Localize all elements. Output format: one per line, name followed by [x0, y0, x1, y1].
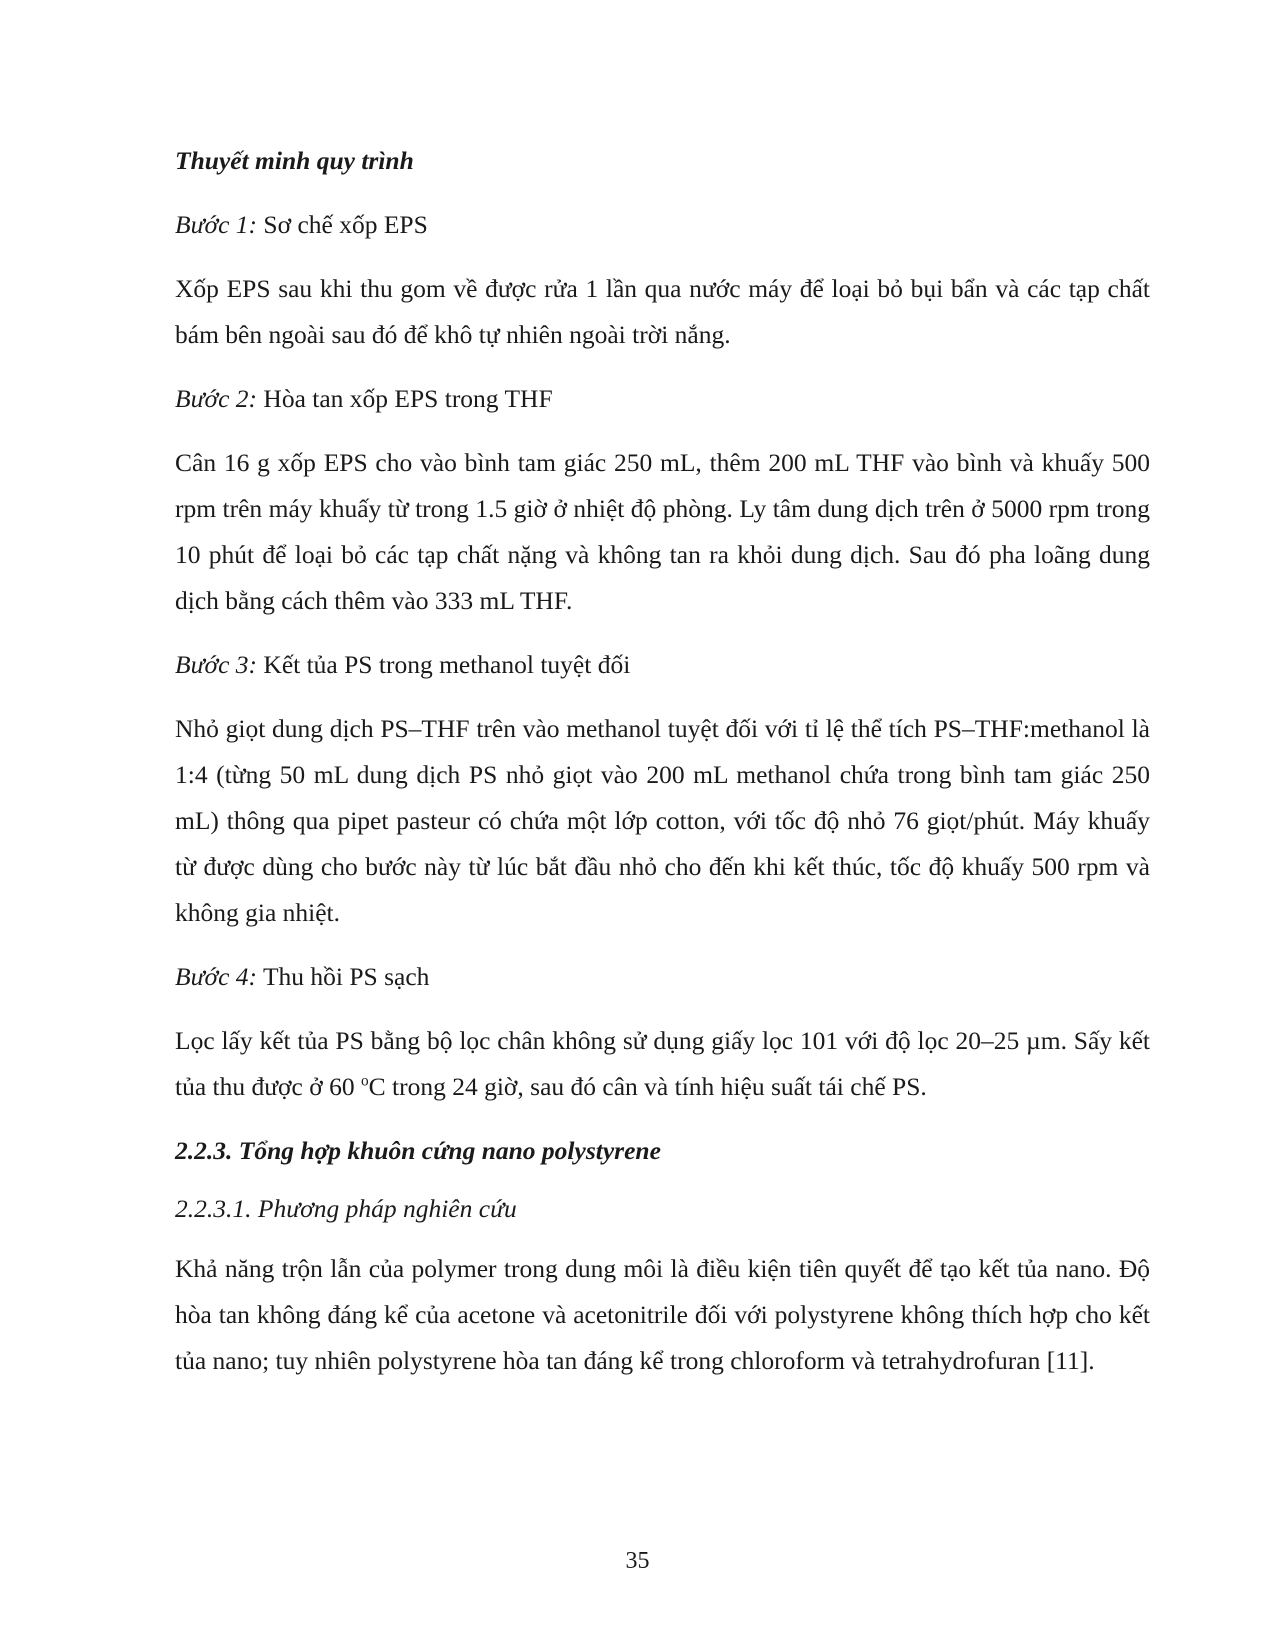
- step-4-body: [175, 1018, 1150, 1110]
- section-title: 2.2.3. Tổng hợp khuôn cứng nano polystyrene: [175, 1136, 661, 1165]
- page-number: 35: [625, 1548, 650, 1574]
- step-2-title: [175, 376, 1150, 422]
- step-4-body-before: Lọc lấy kết tủa PS bằng bộ lọc chân không sử dụng giấy lọc 101 với độ lọc 20–25 µm. Sấy kết tủa thu được ở 60: [175, 1026, 1150, 1101]
- degree-sup: o: [360, 1072, 369, 1090]
- document-page: [175, 138, 1150, 1384]
- step-1-title-text: Sơ chế xốp EPS: [257, 210, 428, 239]
- step-3-title: [175, 642, 1150, 688]
- subsection-title: 2.2.3.1. Phương pháp nghiên cứu: [175, 1194, 517, 1223]
- step-3-label: Bước 3:: [175, 650, 258, 679]
- step-3-title-text: Kết tủa PS trong methanol tuyệt đối: [257, 650, 631, 679]
- step-1-title: [175, 202, 1150, 248]
- step-2-body: Cân 16 g xốp EPS cho vào bình tam giác 250 mL, thêm 200 mL THF vào bình và khuấy 500 rpm trên máy khuấy từ trong 1.5 giờ ở nhiệt độ phòng. Ly tâm dung dịch trên ở 5000 rpm trong 10 phút để loại bỏ các tạp chất nặng và không tan ra khỏi dung dịch. Sau đó pha loãng dung dịch bằng cách thêm vào 333 mL THF.: [175, 448, 1150, 615]
- step-4-title: [175, 954, 1150, 1000]
- section-body: Khả năng trộn lẫn của polymer trong dung môi là điều kiện tiên quyết để tạo kết tủa nano. Độ hòa tan không đáng kể của acetone và acetonitrile đối với polystyrene không thích hợp cho kết tủa nano; tuy nhiên polystyrene hòa tan đáng kể trong chloroform và tetrahydrofuran [11].: [175, 1254, 1150, 1375]
- step-2-title-text: Hòa tan xốp EPS trong THF: [257, 384, 553, 413]
- process-description-heading: Thuyết minh quy trình: [175, 146, 414, 175]
- step-3-body: Nhỏ giọt dung dịch PS–THF trên vào methanol tuyệt đối với tỉ lệ thể tích PS–THF:methanol là 1:4 (từng 50 mL dung dịch PS nhỏ giọt vào 200 mL methanol chứa trong bình tam giác 250 mL) thông qua pipet pasteur có chứa một lớp cotton, với tốc độ nhỏ 76 giọt/phút. Máy khuấy từ được dùng cho bước này từ lúc bắt đầu nhỏ cho đến khi kết thúc, tốc độ khuấy 500 rpm và không gia nhiệt.: [175, 714, 1150, 927]
- step-4-label: Bước 4:: [175, 962, 258, 991]
- step-2-label: Bước 2:: [175, 384, 258, 413]
- step-4-body-after: C trong 24 giờ, sau đó cân và tính hiệu suất tái chế PS.: [368, 1072, 927, 1101]
- step-1-label: Bước 1:: [175, 210, 258, 239]
- step-1-body: Xốp EPS sau khi thu gom về được rửa 1 lần qua nước máy để loại bỏ bụi bẩn và các tạp chất bám bên ngoài sau đó để khô tự nhiên ngoài trời nắng.: [175, 274, 1150, 349]
- step-4-title-text: Thu hồi PS sạch: [257, 962, 430, 991]
